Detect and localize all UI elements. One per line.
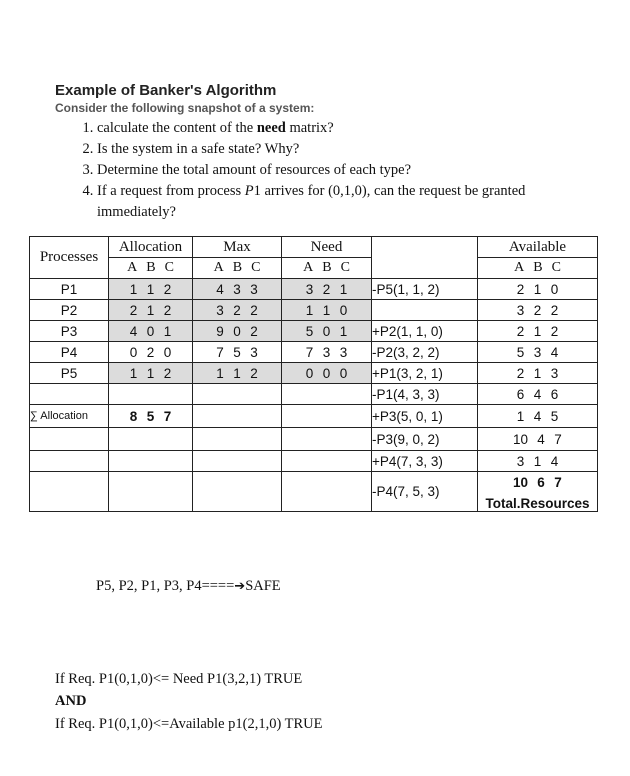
value: 2	[233, 302, 241, 318]
available-cell	[478, 405, 598, 428]
empty-cell	[30, 472, 109, 512]
available-cell	[478, 321, 598, 342]
and-connector: AND	[55, 693, 87, 709]
header-row	[30, 237, 598, 258]
value: 1	[146, 302, 155, 318]
table-row	[30, 321, 598, 342]
value: 5	[233, 344, 241, 360]
value: 1	[216, 365, 224, 381]
value: 1	[516, 408, 525, 424]
operation-cell: +P4(7, 3, 3)	[372, 451, 478, 472]
value: 7	[216, 344, 224, 360]
total-resources-values	[478, 472, 598, 512]
value: 2	[516, 365, 525, 381]
table-row	[30, 342, 598, 363]
need-cell	[282, 363, 372, 384]
empty-cell	[30, 451, 109, 472]
total-resources-label: Total.Resources	[485, 496, 590, 511]
value: 4	[533, 386, 542, 402]
value: 0	[322, 365, 331, 381]
value: 5	[146, 408, 155, 424]
need-check: If Req. P1(0,1,0)<= Need P1(3,2,1) TRUE	[55, 671, 303, 687]
max-cell	[193, 321, 282, 342]
value: 4	[537, 431, 545, 447]
value: 0	[233, 323, 241, 339]
resource-label: A	[213, 260, 224, 275]
value: 2	[129, 302, 138, 318]
header-processes: Processes	[30, 237, 109, 279]
value: 3	[533, 344, 542, 360]
value: 1	[533, 365, 542, 381]
value: 2	[550, 302, 559, 318]
value: 8	[129, 408, 138, 424]
value: 10	[512, 431, 529, 447]
empty-cell	[193, 428, 282, 451]
operation-cell: +P1(3, 2, 1)	[372, 363, 478, 384]
value: 1	[146, 365, 155, 381]
empty-cell	[30, 384, 109, 405]
table-row	[30, 363, 598, 384]
value: 7	[305, 344, 314, 360]
value: 3	[550, 365, 559, 381]
resource-label: A	[127, 260, 138, 275]
resource-label: A	[303, 260, 314, 275]
value: 1	[533, 323, 542, 339]
value: 3	[250, 281, 258, 297]
table-row	[30, 300, 598, 321]
empty-cell	[193, 451, 282, 472]
empty-cell	[282, 405, 372, 428]
process-name: P4	[30, 342, 109, 363]
value: 2	[250, 365, 258, 381]
max-cell	[193, 342, 282, 363]
question-item: 3. Determine the total amount of resources of each type?	[97, 160, 597, 181]
value: 0	[146, 323, 155, 339]
process-name: P2	[30, 300, 109, 321]
available-check: If Req. P1(0,1,0)<=Available p1(2,1,0) TRUE	[55, 716, 323, 732]
operation-cell: +P2(1, 1, 0)	[372, 321, 478, 342]
value: 2	[516, 281, 525, 297]
operation-cell: -P2(3, 2, 2)	[372, 342, 478, 363]
value: 3	[250, 344, 258, 360]
value: 3	[322, 344, 331, 360]
value: 7	[163, 408, 172, 424]
value: 1	[305, 302, 314, 318]
operation-cell: -P1(4, 3, 3)	[372, 384, 478, 405]
empty-cell	[193, 472, 282, 512]
value: 2	[516, 323, 525, 339]
operation-cell: +P3(5, 0, 1)	[372, 405, 478, 428]
empty-cell	[193, 405, 282, 428]
value: 6	[550, 386, 559, 402]
available-cell	[478, 428, 598, 451]
allocation-cell	[109, 342, 193, 363]
resource-label: B	[533, 260, 543, 275]
value: 3	[305, 281, 314, 297]
available-cell	[478, 363, 598, 384]
empty-cell	[282, 451, 372, 472]
process-name: P5	[30, 363, 109, 384]
value: 2	[163, 281, 172, 297]
operation-cell: -P4(7, 5, 3)	[372, 472, 478, 512]
value: 0	[163, 344, 172, 360]
operation-cell	[372, 300, 478, 321]
table-row	[30, 384, 598, 405]
header-ops	[372, 237, 478, 279]
value: 2	[550, 323, 559, 339]
value: 2	[146, 344, 155, 360]
allocation-cell	[109, 363, 193, 384]
header-allocation: Allocation	[109, 237, 193, 258]
value: 7	[554, 431, 562, 447]
value: 10	[512, 475, 529, 490]
table-row	[30, 405, 598, 428]
resource-label: B	[322, 260, 332, 275]
table-row	[30, 472, 598, 512]
value: 3	[516, 302, 525, 318]
value: 3	[516, 453, 525, 469]
available-cell	[478, 451, 598, 472]
value: 2	[322, 281, 331, 297]
table-row	[30, 451, 598, 472]
value: 2	[250, 323, 258, 339]
sum-allocation-label: ∑ Allocation	[30, 405, 109, 428]
arrow-icon: ➔	[234, 579, 246, 594]
value: 5	[550, 408, 559, 424]
value: 1	[533, 453, 542, 469]
resource-label: B	[146, 260, 156, 275]
value: 3	[339, 344, 348, 360]
empty-cell	[109, 384, 193, 405]
value: 0	[129, 344, 138, 360]
resource-label: A	[514, 260, 525, 275]
value: 6	[516, 386, 525, 402]
available-cell	[478, 300, 598, 321]
value: 1	[129, 281, 138, 297]
value: 4	[533, 408, 542, 424]
value: 1	[339, 323, 348, 339]
resource-label: B	[232, 260, 243, 275]
value: 4	[550, 344, 559, 360]
safe-sequence: P5, P2, P1, P3, P4====➔SAFE	[96, 578, 281, 594]
allocation-cell	[109, 300, 193, 321]
max-cell	[193, 300, 282, 321]
empty-cell	[282, 428, 372, 451]
value: 1	[322, 302, 331, 318]
question-item: 4. If a request from process P1 arrives for (0,1,0), can the request be granted immediately?	[97, 181, 597, 223]
value: 1	[233, 365, 241, 381]
available-cell	[478, 279, 598, 300]
resource-label: C	[164, 260, 174, 275]
subheader-available	[478, 258, 598, 279]
header-available: Available	[478, 237, 598, 258]
table-row	[30, 428, 598, 451]
operation-cell: -P3(9, 0, 2)	[372, 428, 478, 451]
question-item: 1. calculate the content of the need matrix?	[97, 118, 597, 139]
page-subtitle: Consider the following snapshot of a system:	[55, 101, 315, 115]
resource-label: C	[551, 260, 561, 275]
empty-cell	[109, 428, 193, 451]
process-name: P3	[30, 321, 109, 342]
value: 0	[550, 281, 559, 297]
subheader-max	[193, 258, 282, 279]
value: 3	[233, 281, 241, 297]
empty-cell	[30, 428, 109, 451]
subheader-allocation	[109, 258, 193, 279]
process-name: P1	[30, 279, 109, 300]
resource-label: C	[251, 260, 261, 275]
value: 7	[554, 475, 562, 490]
value: 1	[533, 281, 542, 297]
value: 2	[163, 365, 172, 381]
value: 1	[339, 281, 348, 297]
value: 1	[129, 365, 138, 381]
value: 4	[216, 281, 224, 297]
max-cell	[193, 279, 282, 300]
value: 1	[163, 323, 172, 339]
value: 2	[533, 302, 542, 318]
value: 1	[146, 281, 155, 297]
subheader-row	[30, 258, 598, 279]
value: 6	[537, 475, 545, 490]
header-need: Need	[282, 237, 372, 258]
header-max: Max	[193, 237, 282, 258]
value: 4	[550, 453, 559, 469]
empty-cell	[109, 451, 193, 472]
allocation-cell	[109, 321, 193, 342]
available-cell	[478, 342, 598, 363]
available-cell	[478, 384, 598, 405]
need-cell	[282, 342, 372, 363]
table-row	[30, 279, 598, 300]
operation-cell: -P5(1, 1, 2)	[372, 279, 478, 300]
value: 4	[129, 323, 138, 339]
allocation-cell	[109, 279, 193, 300]
empty-cell	[282, 384, 372, 405]
resource-label: C	[340, 260, 350, 275]
subheader-need	[282, 258, 372, 279]
value: 9	[216, 323, 224, 339]
empty-cell	[282, 472, 372, 512]
value: 5	[516, 344, 525, 360]
need-cell	[282, 300, 372, 321]
empty-cell	[193, 384, 282, 405]
sum-allocation-values	[109, 405, 193, 428]
value: 5	[305, 323, 314, 339]
need-cell	[282, 321, 372, 342]
empty-cell	[109, 472, 193, 512]
value: 2	[163, 302, 172, 318]
bankers-table	[29, 236, 598, 512]
value: 0	[339, 302, 348, 318]
question-item: 2. Is the system in a safe state? Why?	[97, 139, 597, 160]
page-title: Example of Banker's Algorithm	[55, 82, 277, 99]
need-cell	[282, 279, 372, 300]
question-list	[55, 118, 597, 223]
value: 3	[216, 302, 224, 318]
value: 0	[322, 323, 331, 339]
max-cell	[193, 363, 282, 384]
value: 2	[250, 302, 258, 318]
value: 0	[339, 365, 348, 381]
value: 0	[305, 365, 314, 381]
